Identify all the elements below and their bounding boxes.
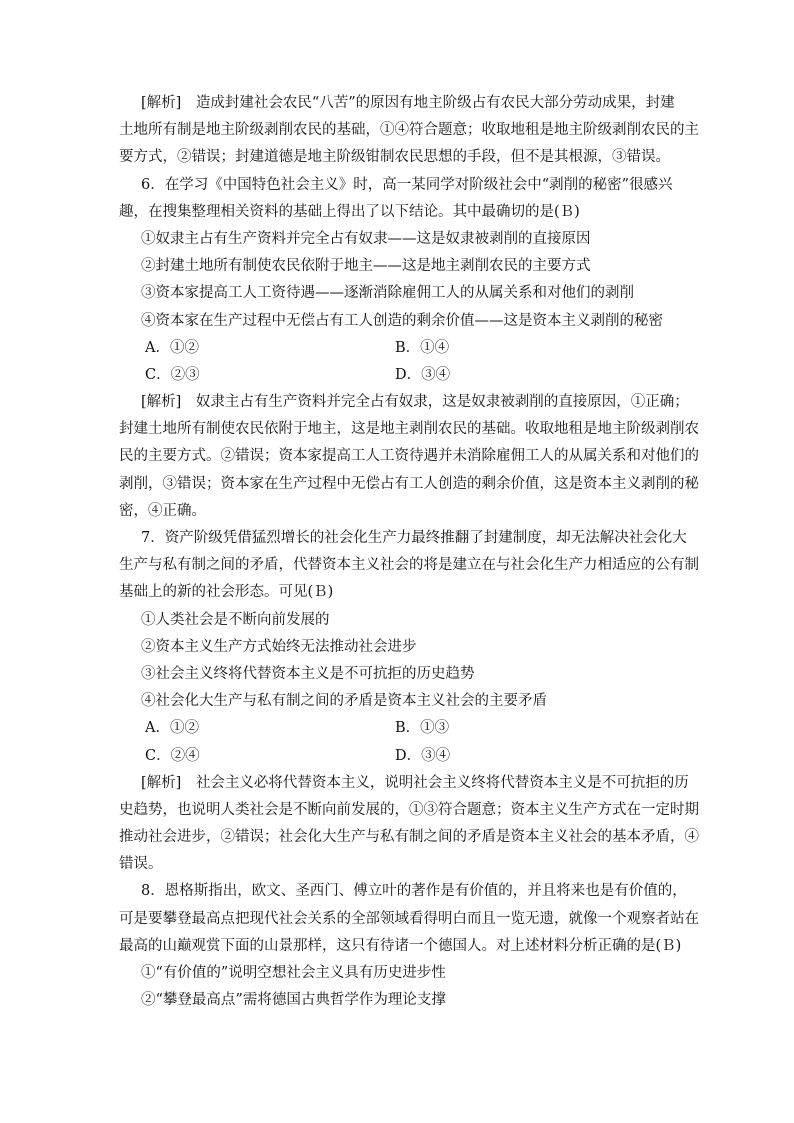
analysis-line: 要方式，②错误；封建道德是地主阶级钳制农民思想的手段，但不是其根源，③错误。 (119, 149, 670, 166)
answer-option: B．①④ (395, 339, 450, 356)
answer-option: D．③④ (395, 747, 451, 764)
statement-line: ②“攀登最高点”需将德国古典哲学作为理论支撑 (141, 992, 446, 1009)
analysis-line: [解析] 社会主义必将代替资本主义，说明社会主义终将代替资本主义是不可抗拒的历 (141, 774, 689, 791)
statement-line: ③资本家提高工人工资待遇——逐渐消除雇佣工人的从属关系和对他们的剥削 (141, 285, 634, 302)
statement-line: ①奴隶主占有生产资料并完全占有奴隶——这是奴隶被剥削的直接原因 (141, 230, 591, 247)
analysis-line: [解析] 奴隶主占有生产资料并完全占有奴隶，这是奴隶被剥削的直接原因，①正确； (141, 394, 689, 411)
answer-option: A．①② (145, 720, 199, 737)
question-block (119, 172, 679, 226)
answer-option: C．②④ (145, 747, 200, 764)
analysis-line: 推动社会进步，②错误；社会化大生产与私有制之间的矛盾是资本主义社会的基本矛盾，④ (119, 829, 699, 846)
statement-line: ③社会主义终将代替资本主义是不可抗拒的历史趋势 (141, 665, 475, 682)
analysis-line: 错误。 (119, 856, 163, 873)
analysis-block (119, 770, 699, 879)
options-block (119, 335, 679, 389)
analysis-line: [解析] 造成封建社会农民“八苦”的原因有地主阶级占有农民大部分劳动成果，封建 (141, 95, 675, 111)
options-row (119, 743, 679, 770)
question-block (119, 525, 699, 607)
statement-line: ④资本家在生产过程中无偿占有工人创造的剩余价值——这是资本主义剥削的秘密 (141, 312, 663, 329)
options-row (119, 715, 679, 742)
answer-option: D．③④ (395, 366, 451, 383)
answer-option: A．①② (145, 339, 199, 356)
statements-block (119, 960, 679, 1014)
document-body (119, 90, 699, 1014)
question-line: 8．恩格斯指出，欧文、圣西门、傅立叶的著作是有价值的，并且将来也是有价值的， (141, 883, 687, 900)
analysis-line: 密，④正确。 (119, 502, 206, 519)
question-line: 生产与私有制之间的矛盾，代替资本主义社会的将是建立在与社会化生产力相适应的公有制 (119, 557, 699, 574)
options-block (119, 715, 679, 769)
answer-option: B．①③ (395, 720, 450, 737)
question-line: 6．在学习《中国特色社会主义》时，高一某同学对阶级社会中“剥削的秘密”很感兴 (141, 176, 673, 193)
statements-block (119, 226, 679, 335)
statement-line: ①“有价值的”说明空想社会主义具有历史进步性 (141, 965, 446, 981)
question-line: 最高的山巅观赏下面的山景那样，这只有待诸一个德国人。对上述材料分析正确的是(Ｂ) (119, 937, 682, 954)
analysis-line: 剥削，③错误；资本家在生产过程中无偿占有工人创造的剩余价值，这是资本主义剥削的秘 (119, 475, 699, 492)
analysis-line: 史趋势，也说明人类社会是不断向前发展的，①③符合题意；资本主义生产方式在一定时期 (119, 801, 699, 818)
question-block (119, 878, 699, 960)
question-line: 7．资产阶级凭借猛烈增长的社会化生产力最终推翻了封建制度，却无法解决社会化大 (141, 530, 687, 546)
answer-option: C．②③ (145, 366, 200, 383)
question-line: 可是要攀登最高点把现代社会关系的全部领域看得明白而且一览无遗，就像一个观察者站在 (119, 910, 699, 927)
question-line: 基础上的新的社会形态。可见(Ｂ) (119, 584, 334, 601)
statement-line: ④社会化大生产与私有制之间的矛盾是资本主义社会的主要矛盾 (141, 693, 547, 710)
analysis-line: 土地所有制是地主阶级剥削农民的基础，①④符合题意；收取地租是地主阶级剥削农民的主 (119, 122, 699, 139)
analysis-line: 民的主要方式。②错误；资本家提高工人工资待遇并未消除雇佣工人的从属关系和对他们的 (119, 448, 699, 465)
analysis-block (119, 90, 699, 172)
statement-line: ②资本主义生产方式始终无法推动社会进步 (141, 638, 417, 655)
options-row (119, 335, 679, 362)
statements-block (119, 607, 679, 716)
question-line: 趣，在搜集整理相关资料的基础上得出了以下结论。其中最确切的是(Ｂ) (119, 203, 580, 220)
statement-line: ②封建土地所有制使农民依附于地主——这是地主剥削农民的主要方式 (141, 258, 591, 275)
analysis-line: 封建土地所有制使农民依附于地主，这是地主剥削农民的基础。收取地租是地主阶级剥削农 (119, 421, 699, 438)
analysis-block (119, 389, 699, 525)
options-row (119, 362, 679, 389)
statement-line: ①人类社会是不断向前发展的 (141, 611, 330, 628)
